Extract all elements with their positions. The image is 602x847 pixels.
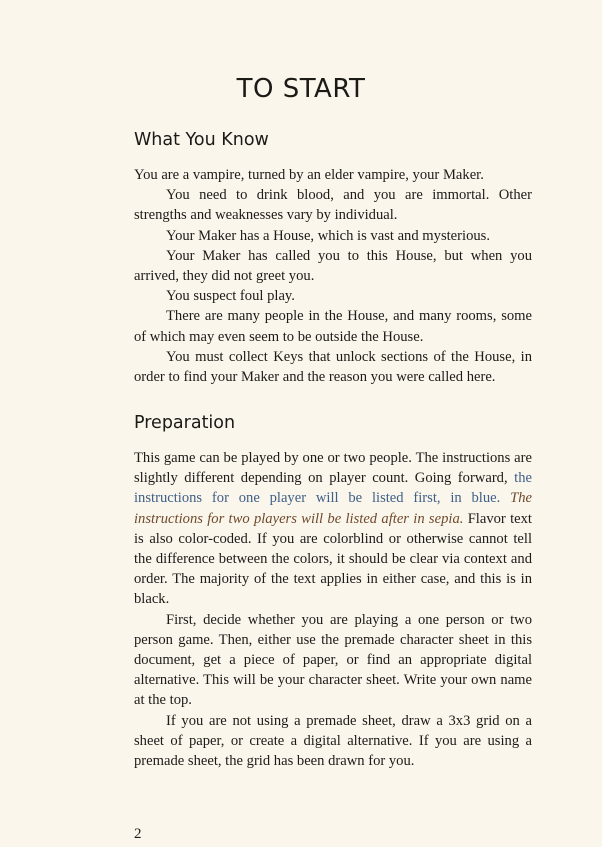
section-heading-preparation: Preparation bbox=[134, 413, 236, 433]
page-number: 2 bbox=[134, 826, 142, 842]
one-player-instruction-text: the instructions for one player will be listed first, in blue. bbox=[134, 470, 532, 507]
paragraph: You are a vampire, turned by an elder vampire, your Maker. bbox=[134, 167, 484, 183]
section-heading-what-you-know: What You Know bbox=[134, 130, 269, 150]
paragraph: Your Maker has called you to this House, but when you arrived, they did not greet you. bbox=[134, 247, 532, 285]
paragraph: Your Maker has a House, which is vast and mysterious. bbox=[166, 227, 490, 244]
paragraph: You suspect foul play. bbox=[166, 288, 295, 305]
two-player-instruction-text: The instructions for two players will be listed after in sepia. bbox=[134, 490, 532, 527]
text-span: This game can be played by one or two people. The instructions are slightly different depending on player count. Going forward, bbox=[134, 450, 532, 487]
paragraph: First, decide whether you are playing a one person or two person game. Then, either use the premade character sheet in this document, get a piece of paper, or find an appropriate digital alternative. This will be your character sheet. Write your own name at the top. bbox=[134, 611, 532, 709]
paragraph-player-count bbox=[134, 448, 532, 610]
paragraph: There are many people in the House, and many rooms, some of which may even seem to be outside the House. bbox=[134, 308, 532, 345]
section-body-preparation bbox=[134, 448, 532, 771]
section-body-what-you-know bbox=[134, 165, 532, 387]
paragraph: You must collect Keys that unlock sections of the House, in order to find your Maker and the reason you were called here. bbox=[134, 348, 532, 386]
text-span: Flavor text is also color-coded. If you are colorblind or otherwise cannot tell the difference between the colors, it should be clear via context and order. The majority of the text applies in either case, and this is in black. bbox=[134, 510, 532, 608]
paragraph: You need to drink blood, and you are immortal. Other strengths and weaknesses vary by individual. bbox=[134, 187, 532, 224]
page-title: TO START bbox=[236, 74, 366, 104]
paragraph: If you are not using a premade sheet, draw a 3x3 grid on a sheet of paper, or create a digital alternative. If you are using a premade sheet, the grid has been drawn for you. bbox=[134, 712, 532, 770]
